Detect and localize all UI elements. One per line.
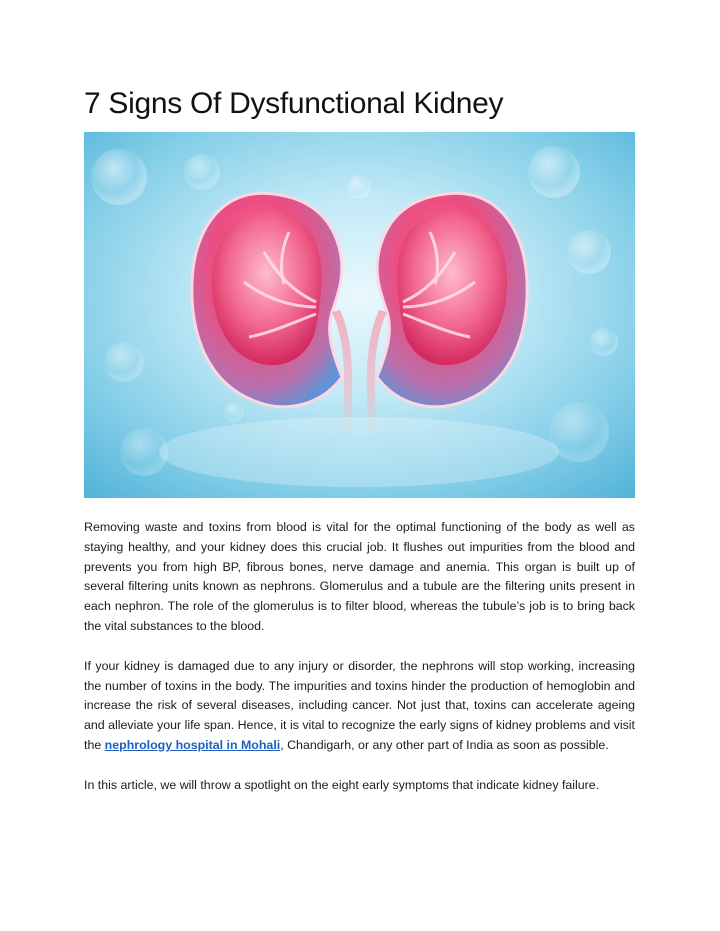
paragraph-2 [84,657,635,756]
paragraph-2-text-after-link: , Chandigarh, or any other part of India as soon as possible. [280,737,609,752]
kidney-illustration [84,132,635,498]
paragraph-3: In this article, we will throw a spotlight on the eight early symptoms that indicate kidney failure. [84,777,600,792]
article-body [84,518,635,816]
nephrology-hospital-link[interactable]: nephrology hospital in Mohali [104,737,281,752]
paragraph-2-text-before-link: If your kidney is damaged due to any injury or disorder, the nephrons will stop working, increasing the number of toxins in the body. The impurities and toxins hinder the production of hemoglobin and increase the risk of several diseases, including cancer. Not just that, toxins can accelerate ageing and alleviate your life span. Hence, it is vital to recognize the early signs of kidney problems and visit the [84,658,635,752]
page-title: 7 Signs Of Dysfunctional Kidney [84,87,504,120]
paragraph-1: Removing waste and toxins from blood is vital for the optimal functioning of the body as well as staying healthy, and your kidney does this crucial job. It flushes out impurities from the blood and prevents you from high BP, fibrous bones, nerve damage and anemia. This organ is built up of several filtering units known as nephrons. Glomerulus and a tubule are the filtering units present in each nephron. The role of the glomerulus is to filter blood, whereas the tubule’s job is to bring back the vital substances to the blood. [84,520,635,633]
kidney-image [84,132,635,498]
